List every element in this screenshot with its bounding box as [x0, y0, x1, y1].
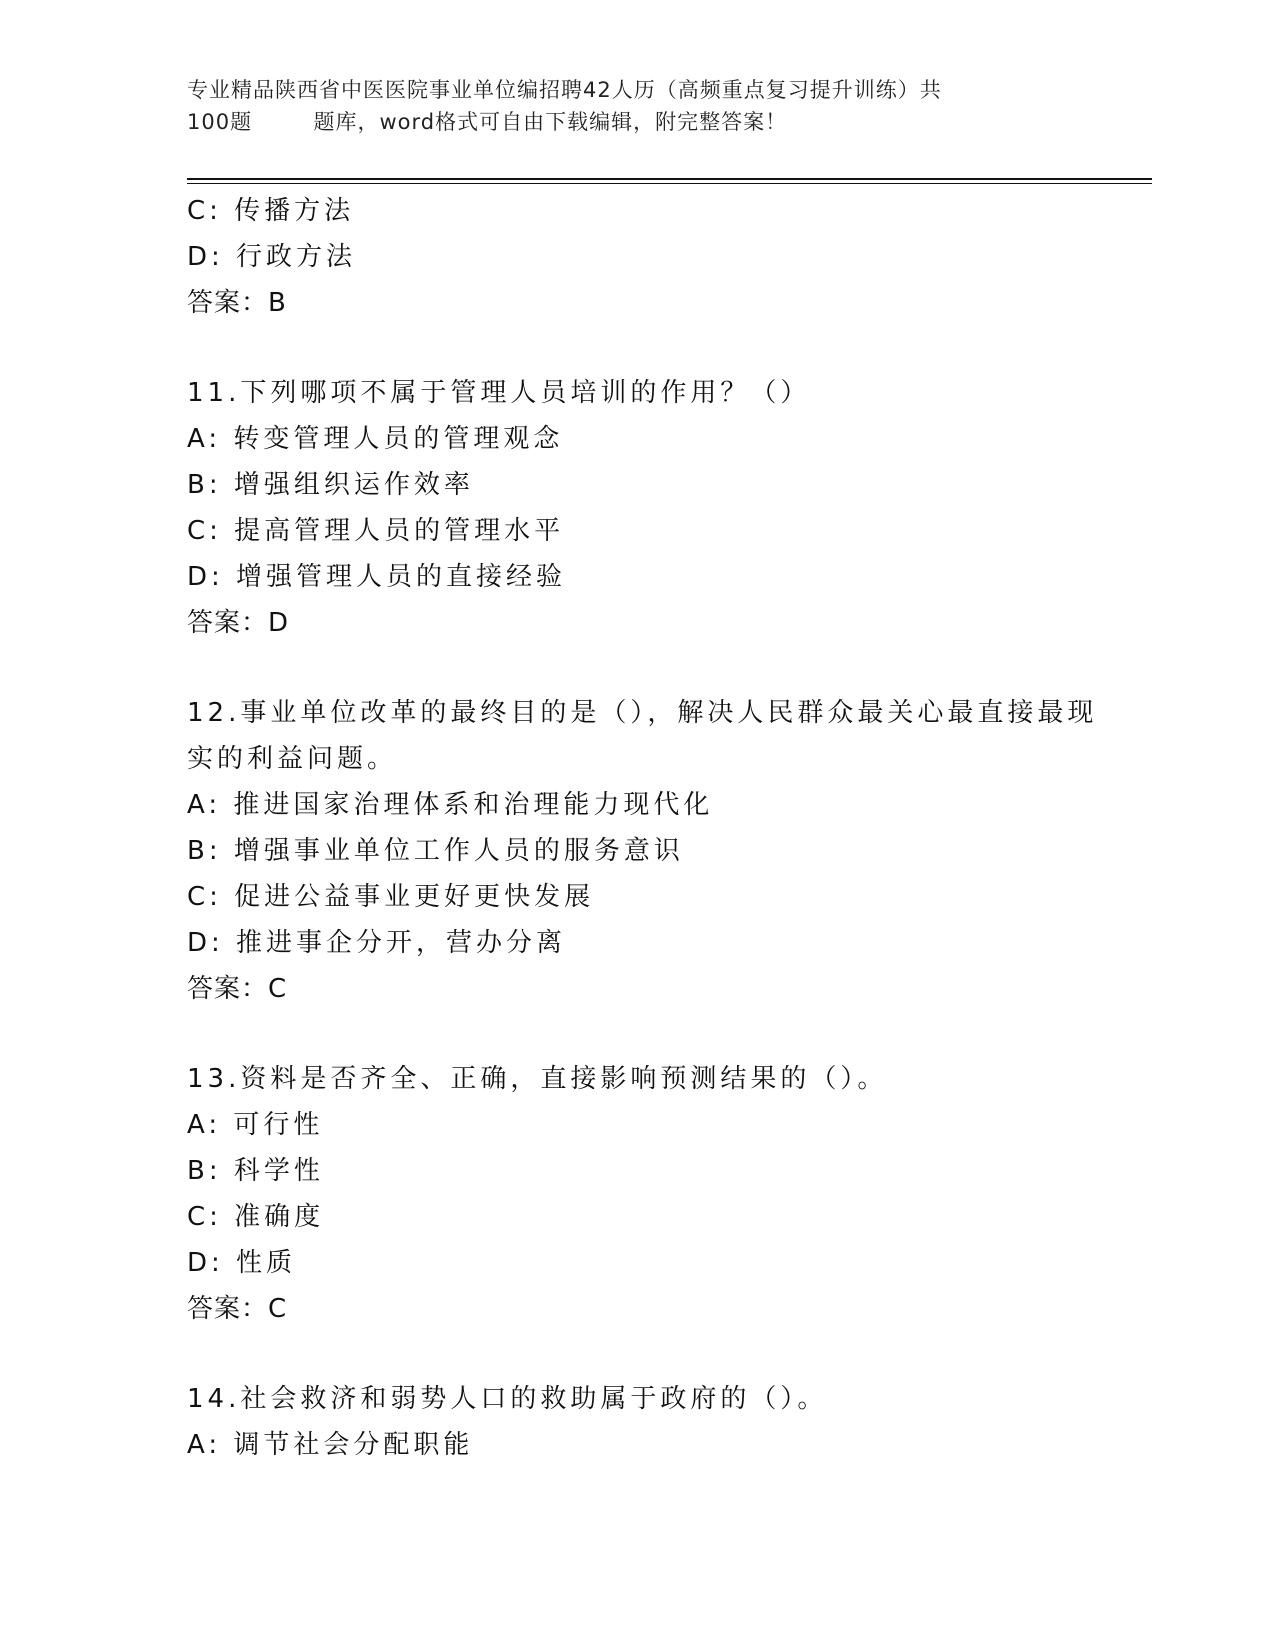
header-rule-thin	[187, 183, 1152, 184]
option-b: B: 增强组织运作效率	[187, 470, 474, 500]
spacer	[187, 646, 1087, 690]
option-d: D: 推进事企分开，营办分离	[187, 928, 567, 958]
header-line-2: 100题 题库，word格式可自由下载编辑，附完整答案！	[187, 110, 788, 134]
option-a: A: 调节社会分配职能	[187, 1430, 474, 1460]
option-d: D: 性质	[187, 1248, 297, 1278]
option-a: A: 推进国家治理体系和治理能力现代化	[187, 790, 714, 820]
option-c: C: 促进公益事业更好更快发展	[187, 882, 595, 912]
question-12	[187, 690, 1098, 1012]
option-d: D: 行政方法	[187, 242, 357, 272]
spacer	[187, 326, 1087, 370]
option-a: A: 转变管理人员的管理观念	[187, 424, 564, 454]
option-c: C: 提高管理人员的管理水平	[187, 516, 565, 546]
question-14	[187, 1376, 1087, 1468]
option-b: B: 科学性	[187, 1156, 324, 1186]
answer: 答案：C	[187, 1294, 288, 1324]
option-c: C: 传播方法	[187, 196, 355, 226]
question-text-line-2: 实的利益问题。	[187, 744, 398, 774]
question-text: 14.社会救济和弱势人口的救助属于政府的（）。	[187, 1384, 828, 1414]
answer: 答案：C	[187, 974, 288, 1004]
question-text-line-1: 12.事业单位改革的最终目的是（），解决人民群众最关心最直接最现	[187, 698, 1098, 728]
question-10-continuation	[187, 188, 1087, 326]
answer: 答案：D	[187, 608, 290, 638]
option-c: C: 准确度	[187, 1202, 325, 1232]
spacer	[187, 1012, 1087, 1056]
document-header	[187, 74, 1067, 138]
answer: 答案：B	[187, 288, 287, 318]
option-a: A: 可行性	[187, 1110, 324, 1140]
question-11	[187, 370, 1087, 646]
header-rule-thick	[187, 178, 1152, 180]
option-d: D: 增强管理人员的直接经验	[187, 562, 567, 592]
question-content	[187, 188, 1098, 1468]
question-text: 13.资料是否齐全、正确，直接影响预测结果的（）。	[187, 1064, 888, 1094]
spacer	[187, 1332, 1087, 1376]
question-13	[187, 1056, 1087, 1332]
header-line-1: 专业精品陕西省中医医院事业单位编招聘42人历（高频重点复习提升训练）共	[187, 78, 942, 102]
question-text: 11.下列哪项不属于管理人员培训的作用？（）	[187, 378, 811, 408]
option-b: B: 增强事业单位工作人员的服务意识	[187, 836, 684, 866]
